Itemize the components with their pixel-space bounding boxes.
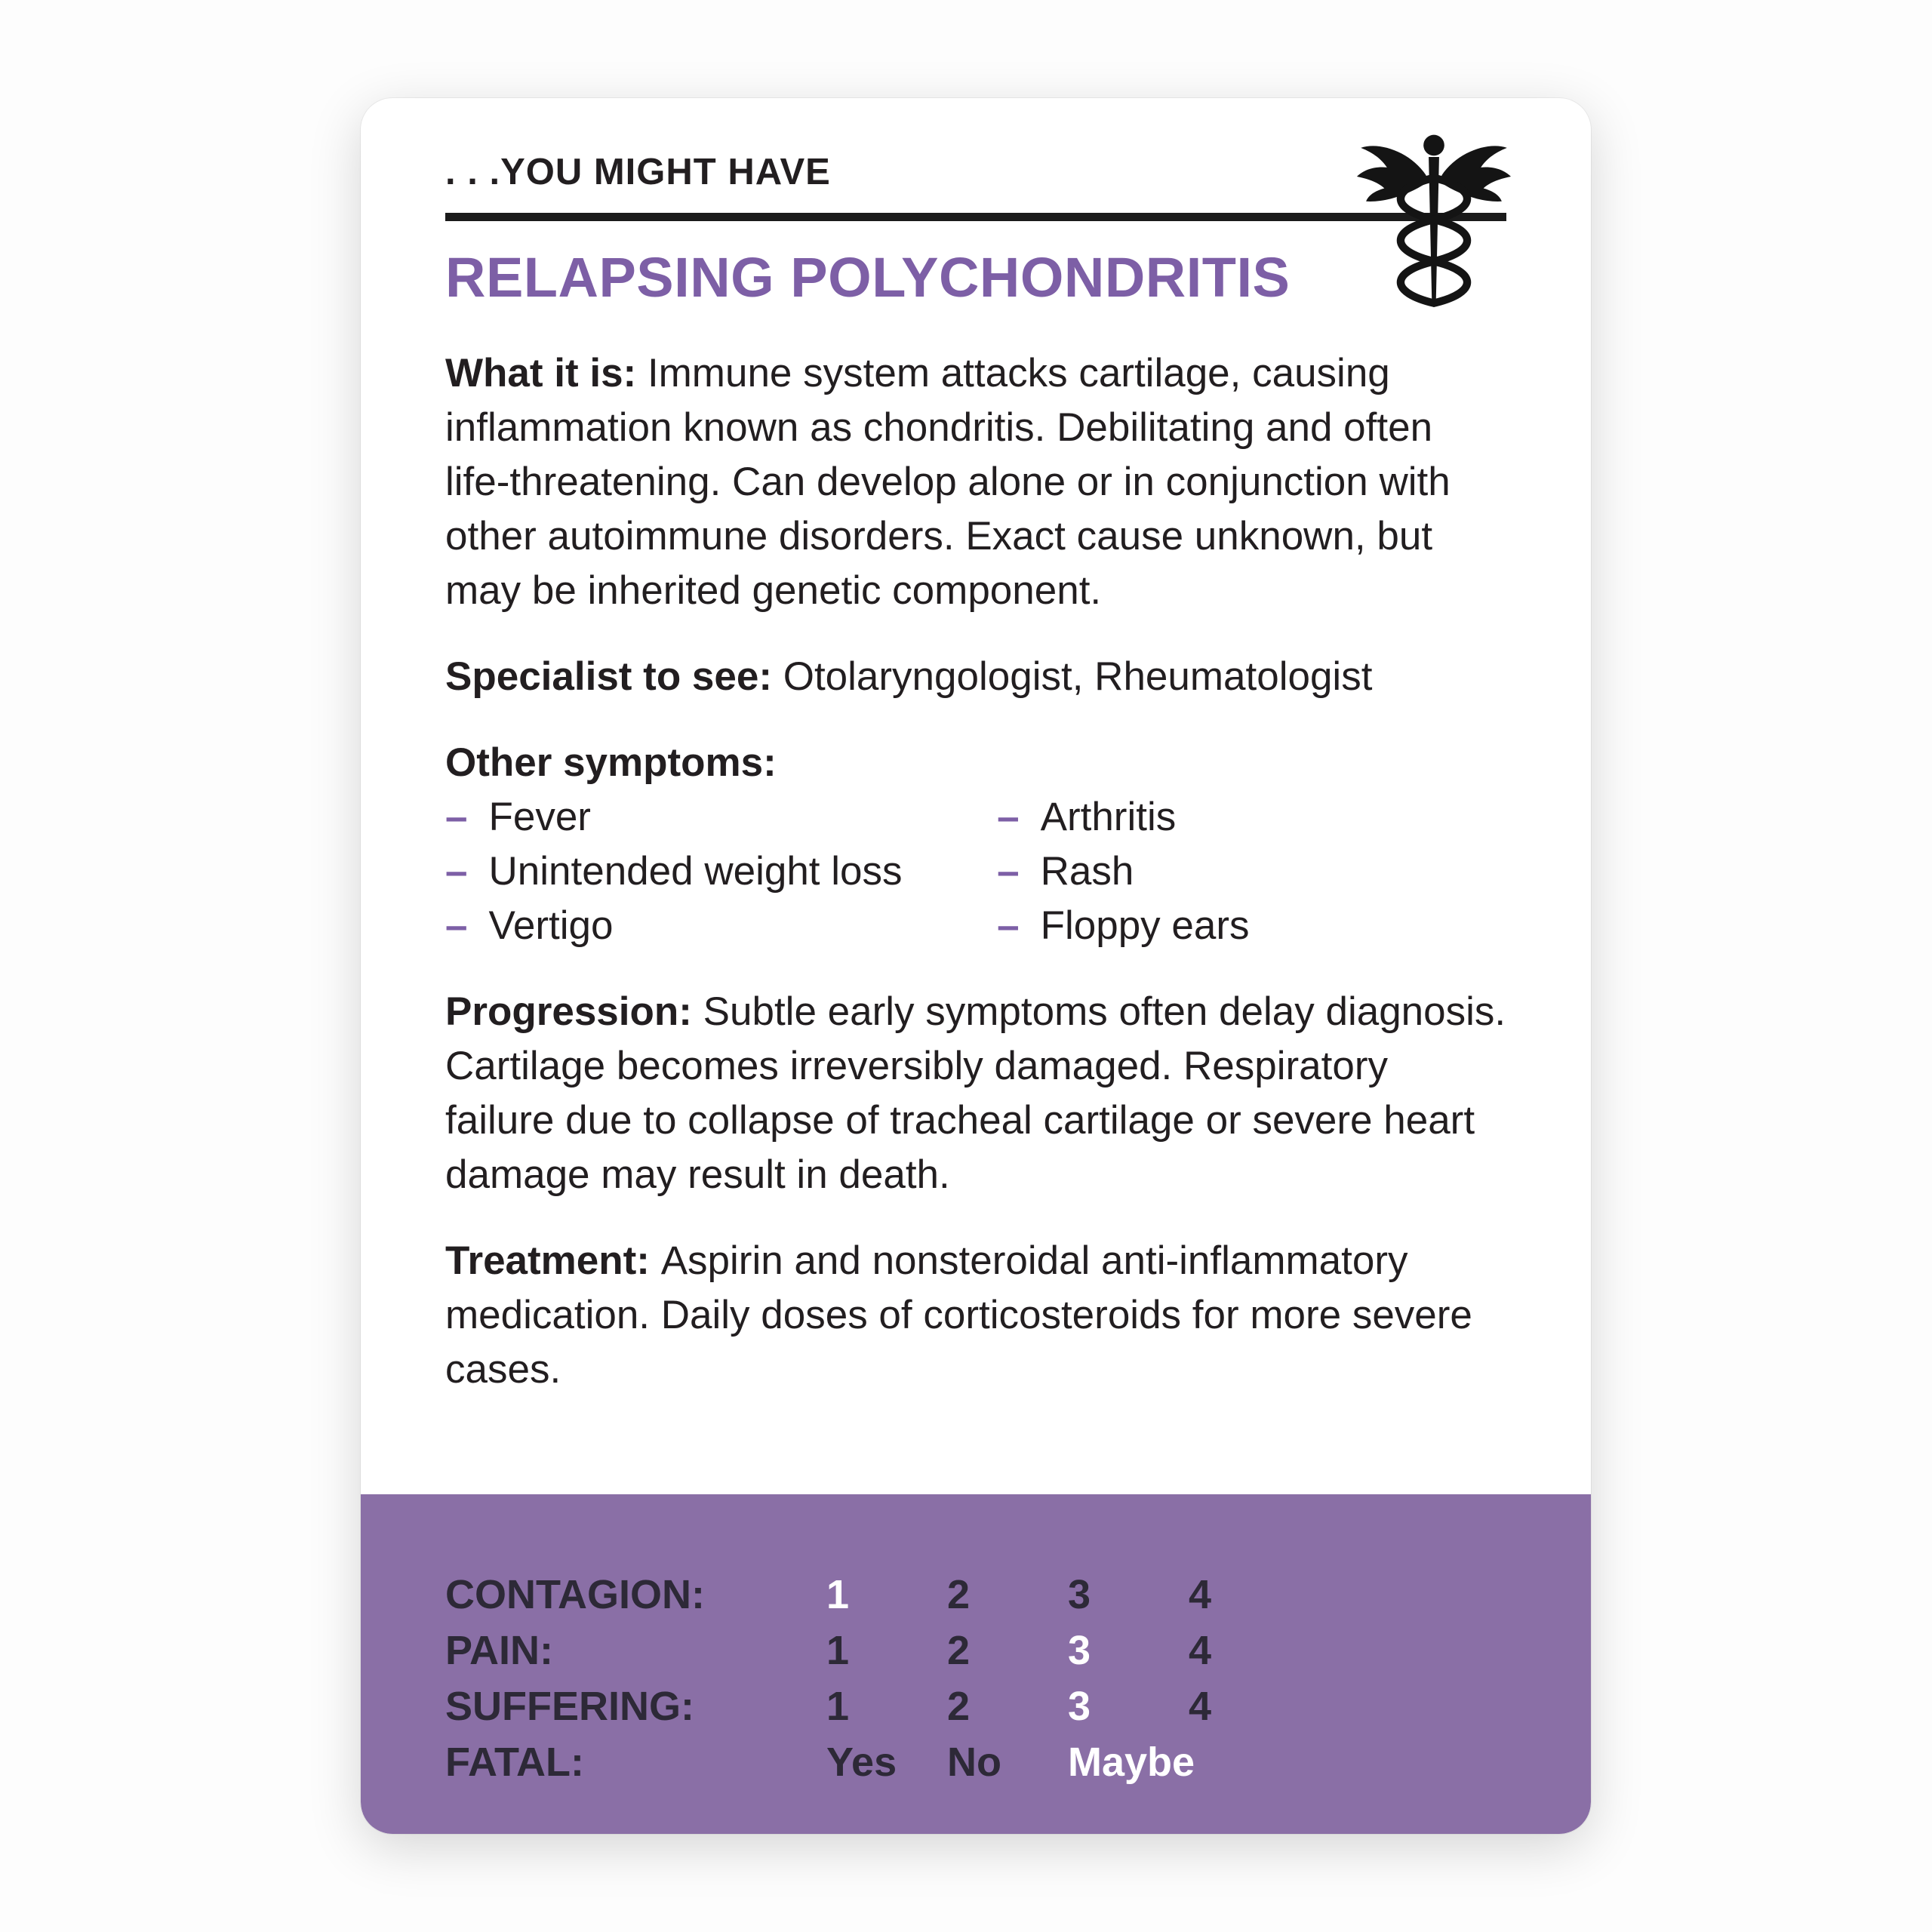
stat-option: 1 [826, 1628, 850, 1673]
list-item [997, 844, 1506, 899]
dash-bullet-icon: – [997, 794, 1020, 839]
stat-option: 1 [826, 1572, 850, 1617]
list-item [445, 844, 997, 899]
stat-label: SUFFERING: [445, 1684, 694, 1729]
stats-panel [361, 1494, 1591, 1834]
list-item [445, 899, 997, 953]
stat-option: Maybe [1068, 1740, 1195, 1785]
stat-label: CONTAGION: [445, 1572, 705, 1617]
stat-option: Yes [826, 1740, 897, 1785]
dash-bullet-icon: – [997, 903, 1020, 948]
caduceus-icon [1355, 128, 1512, 311]
disease-card [361, 98, 1591, 1834]
kicker-text: . . .YOU MIGHT HAVE [445, 152, 831, 192]
what-it-is-paragraph [445, 346, 1506, 618]
dash-bullet-icon: – [445, 794, 468, 839]
stat-label: FATAL: [445, 1740, 584, 1785]
stat-option: 3 [1068, 1684, 1091, 1729]
dash-bullet-icon: – [445, 903, 468, 948]
progression-text: Subtle early symptoms often delay diagnosis. Cartilage becomes irreversibly damaged. Respiratory failure due to collapse of tracheal cartilage or severe heart damage may result in death. [445, 989, 1506, 1197]
symptoms-list [445, 790, 1506, 953]
stat-row-suffering [445, 1678, 1591, 1734]
stat-option: 2 [947, 1684, 971, 1729]
stat-option: 4 [1189, 1628, 1212, 1673]
stat-label: PAIN: [445, 1628, 553, 1673]
specialist-paragraph [445, 650, 1506, 704]
stat-option: 2 [947, 1572, 971, 1617]
list-item [445, 790, 997, 844]
stat-option: 1 [826, 1684, 850, 1729]
symptom-text: Unintended weight loss [488, 848, 903, 894]
stat-option: 4 [1189, 1572, 1212, 1617]
symptom-text: Floppy ears [1040, 903, 1250, 948]
what-it-is-text: Immune system attacks cartilage, causing inflammation known as chondritis. Debilitating and often life-threatening. Can develop alone or in conjunction with other autoimmune disorders. Exact cause unknown, but may be inherited genetic component. [445, 350, 1451, 613]
list-item [997, 790, 1506, 844]
header-rule [445, 213, 1506, 221]
symptom-text: Fever [488, 794, 591, 839]
stat-row-fatal [445, 1734, 1591, 1790]
stat-option: 4 [1189, 1684, 1212, 1729]
stat-option: 3 [1068, 1572, 1091, 1617]
symptom-text: Rash [1040, 848, 1134, 894]
stat-option: No [947, 1740, 1001, 1785]
stat-option: 3 [1068, 1628, 1091, 1673]
treatment-paragraph [445, 1234, 1506, 1397]
symptom-text: Arthritis [1040, 794, 1177, 839]
specialist-text: Otolaryngologist, Rheumatologist [783, 654, 1373, 699]
stat-option: 2 [947, 1628, 971, 1673]
stat-option [1189, 1734, 1400, 1790]
symptoms-heading: Other symptoms: [445, 740, 777, 785]
progression-label: Progression: [445, 989, 703, 1034]
progression-paragraph [445, 985, 1506, 1202]
card-title: RELAPSING POLYCHONDRITIS [445, 245, 1291, 309]
stat-row-pain [445, 1623, 1591, 1678]
what-it-is-label: What it is: [445, 350, 648, 395]
dash-bullet-icon: – [445, 848, 468, 894]
specialist-label: Specialist to see: [445, 654, 783, 699]
dash-bullet-icon: – [997, 848, 1020, 894]
treatment-text: Aspirin and nonsteroidal anti-inflammatory medication. Daily doses of corticosteroids for more severe cases. [445, 1238, 1472, 1392]
symptoms-right-column [997, 790, 1506, 953]
symptoms-left-column [445, 790, 997, 953]
symptom-text: Vertigo [488, 903, 614, 948]
treatment-label: Treatment: [445, 1238, 661, 1283]
stat-row-contagion [445, 1567, 1591, 1623]
list-item [997, 899, 1506, 953]
